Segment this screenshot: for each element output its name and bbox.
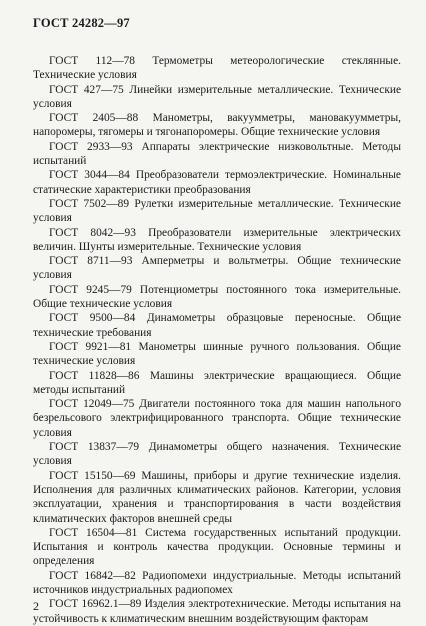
reference-code: ГОСТ 8711—93 [49, 255, 133, 268]
document-header: ГОСТ 24282—97 [33, 16, 130, 30]
reference-title: Амперметры и вольтметры. Общие технические условия [33, 255, 401, 282]
reference-title: Радиопомехи индустриальные. Методы испытаний источников индустриальных радиопомех [33, 569, 402, 596]
reference-title: Динамометры общего назначения. Технические условия [33, 441, 401, 468]
reference-title: Динамометры образцовые переносные. Общие технические требования [33, 312, 401, 339]
reference-code: ГОСТ 112—78 [49, 55, 135, 67]
reference-code: ГОСТ 9921—81 [49, 340, 132, 353]
reference-title: Машины, приборы и другие технические изделия. Исполнения для различных климатических районов. Категории, условия эксплуатации, хранения и транспортирования в части воздействия климатических факторов внешней среды [33, 469, 401, 525]
reference-code: ГОСТ 13837—79 [49, 441, 140, 454]
reference-code: ГОСТ 9500—84 [49, 312, 136, 325]
reference-title: Потенциометры постоянного тока измерительные. Общие технические условия [33, 283, 401, 311]
reference-code: ГОСТ 9245—79 [49, 283, 132, 296]
reference-title: Манометры шинные ручного пользования. Общие технические условия [33, 340, 401, 368]
reference-item [33, 569, 401, 598]
reference-code: ГОСТ 7502—89 [49, 197, 130, 210]
reference-code: ГОСТ 427—75 [49, 83, 124, 96]
reference-item [33, 168, 401, 197]
reference-item [33, 597, 401, 626]
reference-title: Двигатели постоянного тока для машин напольного безрельсового электрифицированного транспорта. Общие технические условия [33, 398, 402, 439]
reference-item [33, 254, 401, 283]
reference-item [33, 226, 401, 255]
reference-item [33, 311, 401, 340]
reference-title: Преобразователи термоэлектрические. Номинальные статические характеристики преобразования [33, 169, 401, 196]
reference-item [33, 340, 401, 369]
reference-item [33, 526, 401, 569]
reference-code: ГОСТ 3044—84 [49, 169, 130, 182]
reference-title: Преобразователи измерительные электрических величин. Шунты измерительные. Технические условия [33, 226, 401, 253]
reference-code: ГОСТ 15150—69 [49, 469, 136, 482]
reference-item [33, 111, 401, 140]
reference-title: Рулетки измерительные металлические. Технические условия [33, 197, 401, 225]
reference-item [33, 140, 401, 169]
reference-item [33, 397, 401, 440]
reference-code: ГОСТ 8042—93 [49, 226, 136, 239]
reference-item [33, 54, 401, 83]
reference-code: ГОСТ 11828—86 [49, 369, 140, 382]
reference-title: Система государственных испытаний продукции. Испытания и контроль качества продукции. Основные термины и определения [33, 526, 401, 568]
reference-item [33, 283, 401, 312]
reference-code: ГОСТ 16842—82 [49, 569, 136, 582]
reference-code: ГОСТ 16962.1—89 [49, 598, 142, 611]
reference-title: Машины электрические вращающиеся. Общие методы испытаний [33, 369, 402, 396]
reference-code: ГОСТ 12049—75 [49, 398, 135, 411]
reference-item [33, 197, 401, 226]
reference-code: ГОСТ 16504—81 [49, 526, 138, 539]
page-number: 2 [33, 599, 39, 613]
reference-item [33, 469, 401, 526]
reference-title: Манометры, вакуумметры, мановакуумметры, напоромеры, тягомеры и тягонапоромеры. Общие технические условия [33, 112, 401, 139]
reference-title: Аппараты электрические низковольтные. Методы испытаний [33, 140, 401, 168]
reference-code: ГОСТ 2405—88 [49, 112, 139, 125]
reference-title: Линейки измерительные металлические. Технические условия [33, 83, 402, 110]
reference-item [33, 369, 401, 398]
reference-item [33, 440, 401, 469]
reference-title: Изделия электротехнические. Методы испытания на устойчивость к климатическим внешним воздействующим факторам [33, 598, 401, 625]
reference-item [33, 83, 401, 112]
reference-title: Термометры метеорологические стеклянные. Технические условия [33, 55, 401, 82]
reference-list [33, 54, 401, 626]
reference-code: ГОСТ 2933—93 [49, 140, 133, 153]
